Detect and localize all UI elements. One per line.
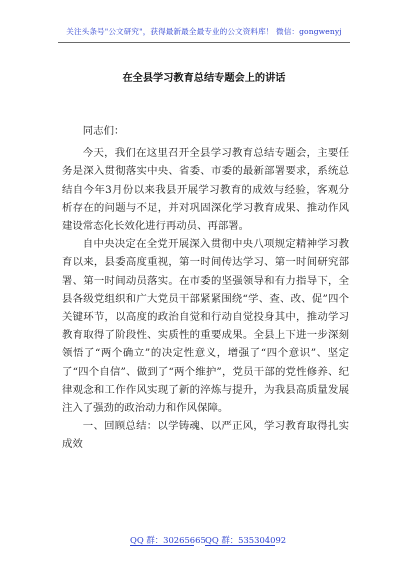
- salutation: 同志们：: [82, 125, 125, 137]
- footer-underline-1: [130, 545, 194, 546]
- section-heading: 一、回顾总结：以学铸魂、以严正风，学习教育取得扎实成效: [62, 420, 349, 451]
- paragraph: 今天，我们在这里召开全县学习教育总结专题会，主要任务是深入贯彻落实中央、省委、市委的最新部署要求，系统总结自今年3月份以来我县开展学习教育的成效与经验，客观分析存在的问题与不足，并对巩固深化学习教育成果、推动作风建设常态化长效化进行再动员、再部署。: [62, 147, 349, 233]
- qq-group-link-1[interactable]: QQ 群：30265665: [130, 535, 206, 545]
- document-title: 在全县学习教育总结专题会上的讲话: [122, 72, 286, 84]
- footer-underline-2: [205, 545, 275, 546]
- header-promo-link[interactable]: 关注头条号"公文研究"，获得最新最全最专业的公文资料库！ 微信：gongwenyj: [66, 27, 342, 36]
- document-body: [62, 122, 349, 454]
- header-divider: [58, 42, 350, 43]
- paragraph: 自中央决定在全党开展深入贯彻中央八项规定精神学习教育以来，县委高度重视，第一时间传达学习、第一时间研究部署、第一时间动员落实。在市委的坚强领导和有力指导下，全县各级党组织和广大党员干部紧紧围绕“学、查、改、促”四个关键环节，以高度的政治自觉和行动自觉投身其中，推动学习教育取得了阶段性、实质性的重要成果。全县上下进一步深刻领悟了“两个确立”的决定性意义，增强了“四个意识”、坚定了“四个自信”、做到了“两个维护”，党员干部的党性修养、纪律观念和工作作风实现了新的淬炼与提升，为我县高质量发展注入了强劲的政治动力和作风保障。: [62, 238, 349, 415]
- qq-group-link-2[interactable]: QQ 群：535304092: [205, 535, 287, 545]
